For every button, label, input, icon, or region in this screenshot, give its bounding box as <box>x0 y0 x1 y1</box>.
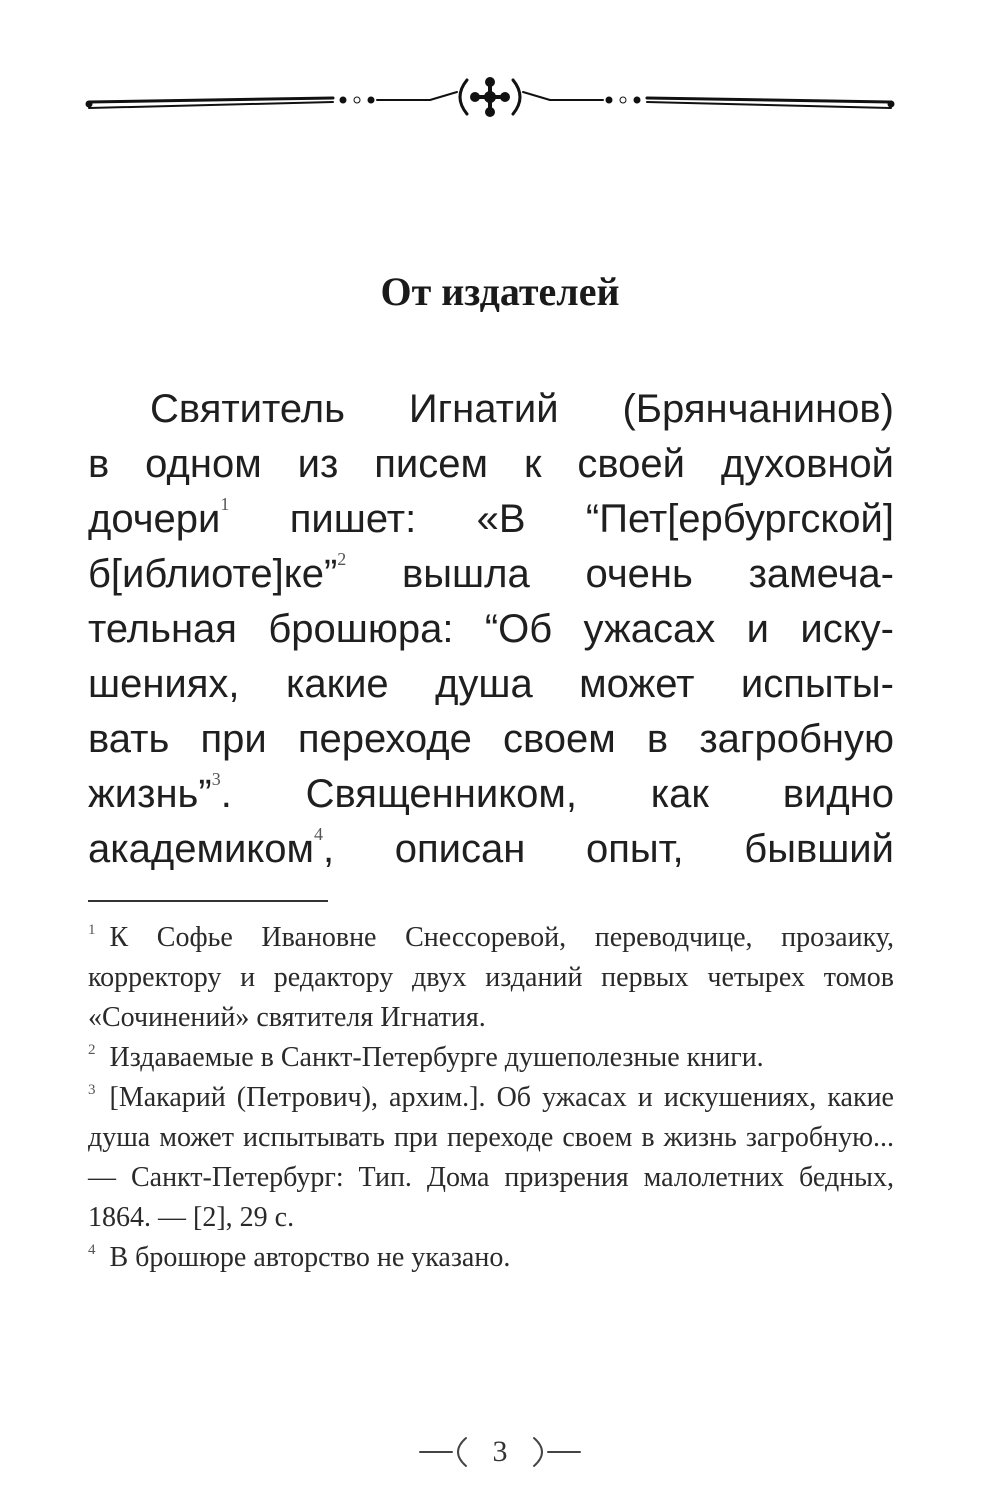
footnote <box>88 1038 894 1078</box>
footnote-text: В брошюре авторство не указано. <box>109 1242 511 1273</box>
footnote-text: [Макарий (Петрович), архим.]. Об ужасах и искушениях, какие душа может испытывать при переходе своем в жизнь загробную... — Санкт-Петербург: Тип. Дома призрения малолетних бедных, 1864. — [2], 29 с. <box>88 1082 894 1233</box>
footnote-ref: 1 <box>220 494 230 514</box>
footnote-number: 2 <box>88 1042 96 1058</box>
body-paragraph <box>88 382 894 877</box>
body-line: шениях, какие душа может испыты- <box>88 662 894 706</box>
footnote-separator <box>88 900 328 902</box>
footnote-number: 4 <box>88 1242 96 1258</box>
body-line: вать при переходе своем в загробную <box>88 717 894 761</box>
footnotes <box>88 918 894 1278</box>
body-line: б[иблиоте]ке”$^2$ вышла очень замеча- <box>88 549 894 596</box>
footnote-number: 1 <box>88 922 96 938</box>
footnote-ref: 3 <box>211 769 221 789</box>
body-line: в одном из писем к своей духовной <box>88 442 894 486</box>
body-line: жизнь”$^3$. Священником, как видно <box>88 769 894 816</box>
body-line: Святитель Игнатий (Брянчанинов) <box>150 387 894 431</box>
footnote-text: Издаваемые в Санкт-Петербурге душеполезные книги. <box>109 1042 764 1073</box>
header-ornament <box>85 70 895 125</box>
footnote <box>88 1238 894 1278</box>
footnote-ref: 4 <box>314 824 323 844</box>
body-line: дочери$^1$ пишет: «В “Пет[ербургской] <box>88 494 894 541</box>
page-folio <box>0 1432 1000 1472</box>
footnote-number: 3 <box>88 1082 96 1098</box>
footnote <box>88 918 894 1038</box>
body-line: тельная брошюра: “Об ужасах и иску- <box>88 607 894 651</box>
page-heading: От издателей <box>380 269 620 314</box>
page-number: 3 <box>492 1435 508 1468</box>
footnote-text: К Софье Ивановне Снессоревой, переводчице, прозаику, корректору и редактору двух изданий первых четырех томов «Сочинений» святителя Игнатия. <box>88 922 894 1033</box>
footnote <box>88 1078 894 1238</box>
body-line: академиком$^4$, описан опыт, бывший <box>88 824 894 871</box>
footnote-ref: 2 <box>337 549 347 569</box>
